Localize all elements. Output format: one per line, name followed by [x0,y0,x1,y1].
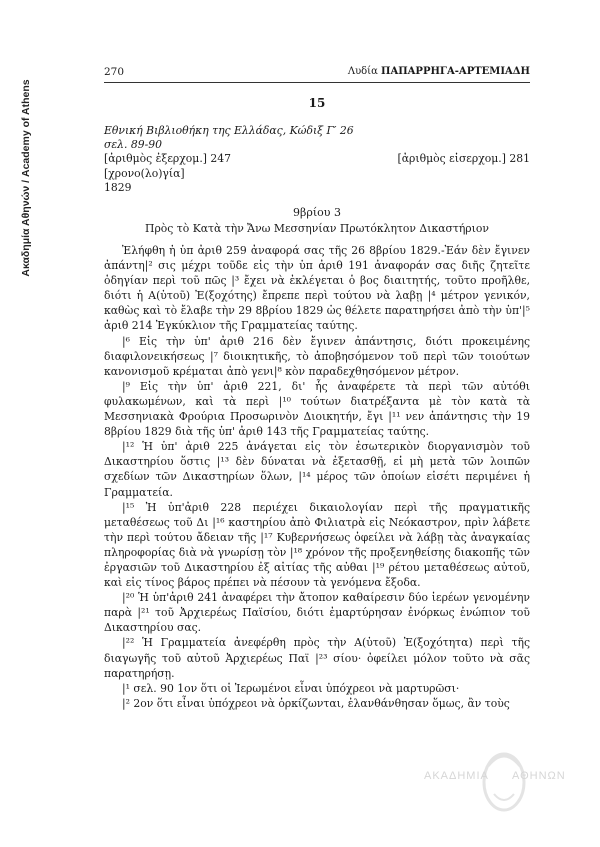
header-rule [104,82,530,83]
date-line: 9βρίου 3 [293,206,341,219]
paragraph: |²² Ἡ Γραμματεία ἀνεφέρθη πρὸς τὴν Α(ὐτοῦ) Ἐ(ξοχότητα) περὶ τῆς διαγωγῆς τοῦ αὐτοῦ Ἀρχιερέως Παϊ |²³ σίου· ὀφείλει μόλον τοῦτο νὰ σᾶς παρατηρήσῃ. [104,636,530,680]
academy-watermark [424,744,578,824]
incoming-number: [ἀριθμὸς εἰσερχομ.] 281 [397,152,530,166]
paragraph: |¹ σελ. 90 1ον ὅτι οἱ Ἱερωμένοι εἶναι ὑπόχρεοι νὰ μαρτυρῶσι· [122,681,460,695]
paragraph: Ἐλήφθη ἡ ὑπ ἀριθ 259 ἀναφορά σας τῆς 26 8βρίου 1829.-Ἐάν δὲν ἔγινεν ἀπάντη|² σις μέχρι τοῦδε εἰς τὴν ὑπ ἀριθ 191 ἀναφοράν σας διῆς ζητεῖτε ὁδηγίαν περὶ τοῦ πῶς |³ ἔχει νὰ ἐκλέγεται ὁ βος διαιτητής, τοῦτο προῆλθε, διότι ἡ Α(ὐτοῦ) Ἐ(ξοχότης) ἔπρεπε περὶ τούτου νὰ λαβῃ |⁴ μέτρον γενικόν, καθὼς καὶ τὸ ἔλαβε τὴν 29 8βρίου 1829 ὡς θέλετε παρατηρήσει ἀπὸ τὴν ὑπ'|⁵ ἀριθ 214 Ἐγκύκλιον τῆς Γραμματείας ταύτης. [104,244,530,333]
page-number: 270 [104,66,125,78]
archive-pages: σελ. 89-90 [104,138,162,152]
paragraph: |¹⁵ Ἡ ὑπ'ἀριθ 228 περιέχει δικαιολογίαν περὶ τῆς πραγματικῆς μεταθέσεως τοῦ Δι |¹⁶ καστηρίου ἀπὸ Φιλιατρὰ εἰς Νεόκαστρον, πρὶν λάβετε τὴν περὶ τούτου ἄδειαν τῆς |¹⁷ Κυβερνήσεως ὀφείλει νὰ λάβῃ τὰς ἀναγκαίας πληροφορίας διὰ νὰ γνωρίσῃ τὸν |¹⁸ χρόνον τῆς προξενηθείσης διακοπῆς τῶν ἐργασιῶν τοῦ Δικαστηρίου ἐξ αἰτίας τῆς αὐθαι |¹⁹ ρέτου μεταθέσεως αὐτοῦ, καὶ εἰς τίνος βάρος πρέπει νὰ πέσουν τὰ γενόμενα ἔξοδα. [104,500,530,590]
author-prefix: Λυδία [347,66,378,77]
author-surname: ΠΑΠΑΡΡΗΓΑ-ΑΡΤΕΜΙΑΔΗ [381,66,530,77]
protocol-numbers [104,152,530,166]
author-name [348,66,530,78]
document-metadata [104,124,530,195]
paragraph: |⁹ Εἰς τὴν ὑπ' ἀριθ 221, δι' ἧς ἀναφέρετε τὰ περὶ τῶν αὐτόθι φυλακωμένων, καὶ τὰ περὶ |¹⁰ τούτων διατρέξαντα μὲ τὸν κατὰ τὰ Μεσσηνιακὰ Φρούρια Προσωρινὸν Διοικητήν, ἔγι |¹¹ νεν ἀπάντησις τὴν 19 8βρίου 1829 διὰ τῆς ὑπ' ἀριθ 143 τῆς Γραμματείας ταύτης. [104,379,530,439]
year: 1829 [104,180,132,194]
side-label-text: Ακαδημία Αθηνών / Academy of Athens [20,79,32,277]
addressee: Πρὸς τὸ Κατὰ τὴν Ἄνω Μεσσηνίαν Πρωτόκλητον Δικαστήριον [145,222,489,235]
watermark-left: ΑΚΑΔΗΜΙΑ [424,770,489,782]
year-label: [χρονο(λο)γία] [104,166,185,180]
paragraph: |⁶ Εἰς τὴν ὑπ' ἀριθ 216 δὲν ἔγινεν ἀπάντησις, διότι προκειμένης διαφιλονεικήσεως |⁷ διοικητικῆς, τὸ ἀποβησόμενον τοῦ περὶ τῶν τοιούτων κανονισμοῦ κρέμαται ἀπὸ γενι|⁸ κὸν παραδεχθησόμενον μέτρον. [104,334,530,378]
watermark-right: ΑΘΗΝΩΝ [512,770,566,782]
paragraph: |² 2ον ὅτι εἶναι ὑπόχρεοι νὰ ὁρκίζωνται, ἐλανθάνθησαν ὅμως, ἂν τοὺς [122,696,510,710]
paragraph: |¹² Ἡ ὑπ' ἀριθ 225 ἀνάγεται εἰς τὸν ἐσωτερικὸν διοργανισμὸν τοῦ Δικαστηρίου ὅστις |¹³ δὲν δύναται νὰ ἐξετασθῇ, εἰ μὴ μετὰ τῶν λοιπῶν σχεδίων τῶν Δικαστηρίων ὅλων, |¹⁴ μέρος τῶν ὁποίων εἰσέτι περιμένει ἡ Γραμματεία. [104,440,530,499]
letter-body [104,243,530,711]
outgoing-number: [ἀριθμὸς ἐξερχομ.] 247 [104,152,232,166]
document-number: 15 [308,96,326,110]
athena-head-icon [474,744,534,824]
paragraph: |²⁰ Ἡ ὑπ'ἀριθ 241 ἀναφέρει τὴν ἄτοπον καθαίρεσιν δύο ἱερέων γενομένην παρὰ |²¹ τοῦ Ἀρχιερέως Παϊσίου, διότι ἐμαρτύρησαν ἐνόρκως ἐνώπιον τοῦ Δικαστηρίου σας. [104,591,530,635]
side-label [14,48,38,308]
running-header [104,66,530,78]
archive-source: Εθνική Βιβλιοθήκη της Ελλάδας, Κώδιξ Γ′ 26 [104,124,354,137]
